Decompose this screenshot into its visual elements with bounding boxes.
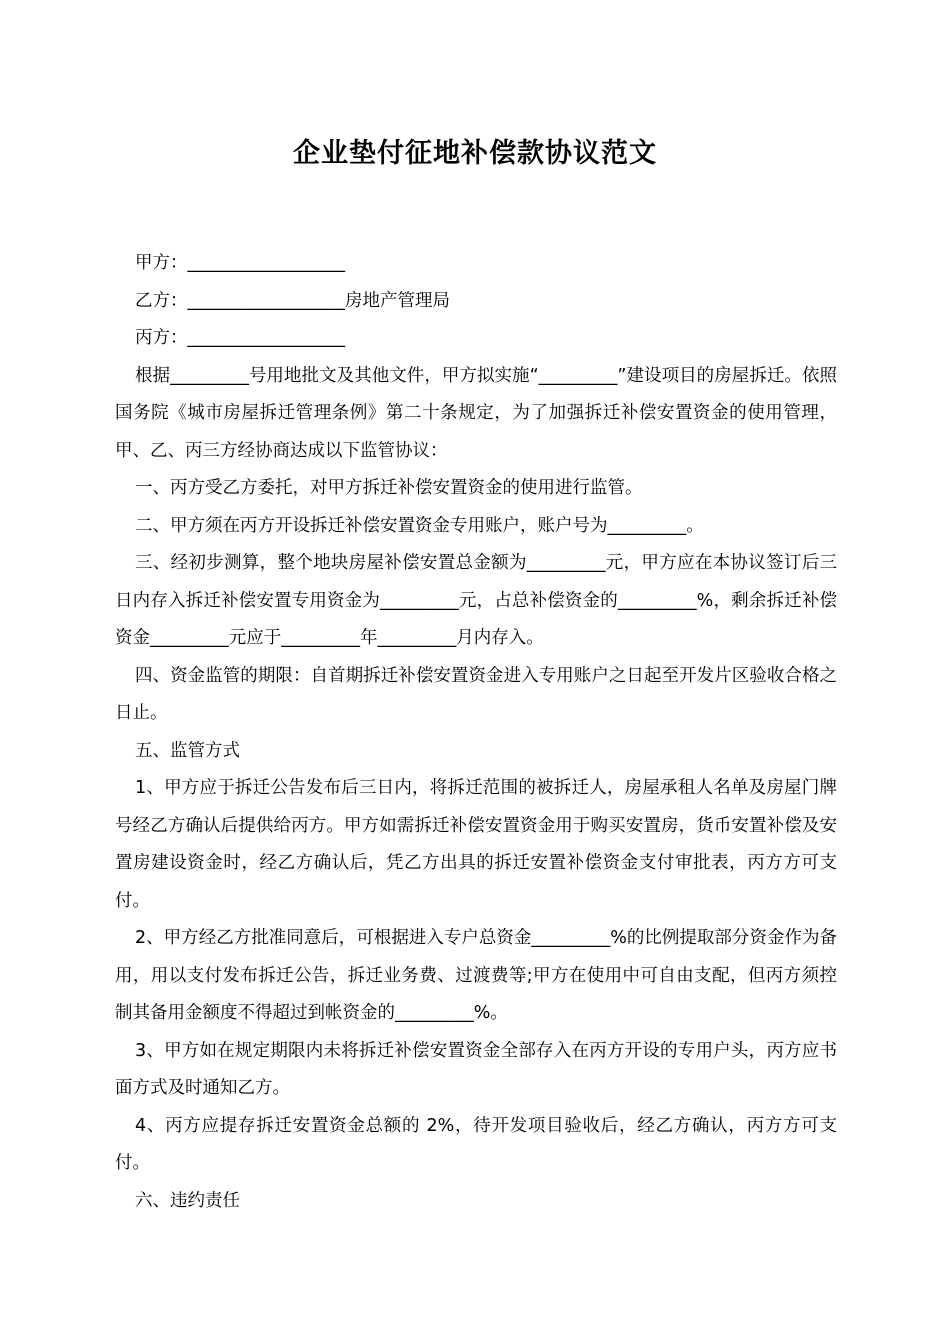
clause-5-item-3: 3、甲方如在规定期限内未将拆迁补偿安置资金全部存入在丙方开设的专用户头，丙方应书面方式及时通知乙方。 (115, 1040, 837, 1098)
document-title: 企业垫付征地补偿款协议范文 (293, 138, 657, 169)
clause-5-item-1: 1、甲方应于拆迁公告发布后三日内，将拆迁范围的被拆迁人，房屋承租人名单及房屋门牌号经乙方确认后提供给丙方。甲方如需拆迁补偿安置资金用于购买安置房，货币安置补偿及安置房建设资金时，经乙方确认后，凭乙方出具的拆迁安置补偿资金支付审批表，丙方方可支付。 (115, 778, 837, 911)
clause-6-heading: 六、违约责任 (135, 1190, 240, 1211)
party-c-line: 丙方：__________________ (135, 328, 345, 348)
clause-4: 四、资金监管的期限：自首期拆迁补偿安置资金进入专用账户之日起至开发片区验收合格之日止。 (115, 665, 837, 723)
preamble-paragraph: 根据_________号用地批文及其他文件，甲方拟实施“_________”建设项目的房屋拆迁。依照国务院《城市房屋拆迁管理条例》第二十条规定，为了加强拆迁补偿安置资金的使用管理，甲、乙、丙三方经协商达成以下监管协议： (115, 365, 837, 461)
clause-5-item-2: 2、甲方经乙方批准同意后，可根据进入专户总资金_________%的比例提取部分资金作为备用，用以支付发布拆迁公告，拆迁业务费、过渡费等;甲方在使用中可自由支配，但丙方须控制其备用金额度不得超过到帐资金的_________%。 (115, 928, 837, 1023)
party-a-line: 甲方：__________________ (135, 253, 345, 273)
clause-1: 一、丙方受乙方委托，对甲方拆迁补偿安置资金的使用进行监管。 (135, 478, 643, 498)
clause-2: 二、甲方须在丙方开设拆迁补偿安置资金专用账户，账户号为_________。 (135, 515, 704, 536)
clause-5-item-4: 4、丙方应提存拆迁安置资金总额的 2%，待开发项目验收后，经乙方确认，丙方方可支付。 (115, 1115, 837, 1173)
document-body (115, 245, 837, 1220)
clause-3: 三、经初步测算，整个地块房屋补偿安置总金额为_________元，甲方应在本协议签订后三日内存入拆迁补偿安置专用资金为_________元，占总补偿资金的_________%，剩余拆迁补偿资金_________元应于_________年_________月内存入。 (115, 553, 837, 648)
party-b-line: 乙方：__________________房地产管理局 (135, 290, 450, 311)
clause-5-heading: 五、监管方式 (135, 740, 240, 761)
